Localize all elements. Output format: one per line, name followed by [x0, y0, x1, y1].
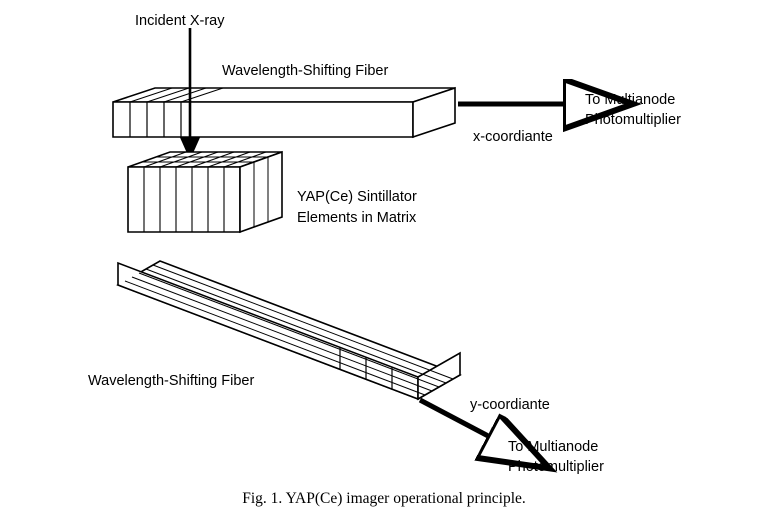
incident-xray-label: Incident X-ray	[135, 13, 225, 29]
top-pmt-label-line2: Photomultiplier	[585, 112, 681, 128]
top-fiber-slab	[113, 88, 455, 137]
bottom-fiber-label: Wavelength-Shifting Fiber	[88, 373, 255, 389]
y-coordinate-label: y-coordiante	[470, 397, 550, 413]
top-pmt-label-line1: To Multianode	[585, 92, 676, 108]
top-fiber-label: Wavelength-Shifting Fiber	[222, 63, 389, 79]
x-coordinate-label: x-coordiante	[473, 129, 553, 145]
bottom-pmt-label-line2: Photomultiplier	[508, 459, 604, 475]
figure-caption: Fig. 1. YAP(Ce) imager operational principle.	[242, 490, 526, 507]
scintillator-label-line1: YAP(Ce) Sintillator	[297, 189, 417, 205]
bottom-pmt-label-line1: To Multianode	[508, 439, 599, 455]
scintillator-matrix-block	[128, 152, 282, 232]
scintillator-label-line2: Elements in Matrix	[297, 210, 417, 226]
